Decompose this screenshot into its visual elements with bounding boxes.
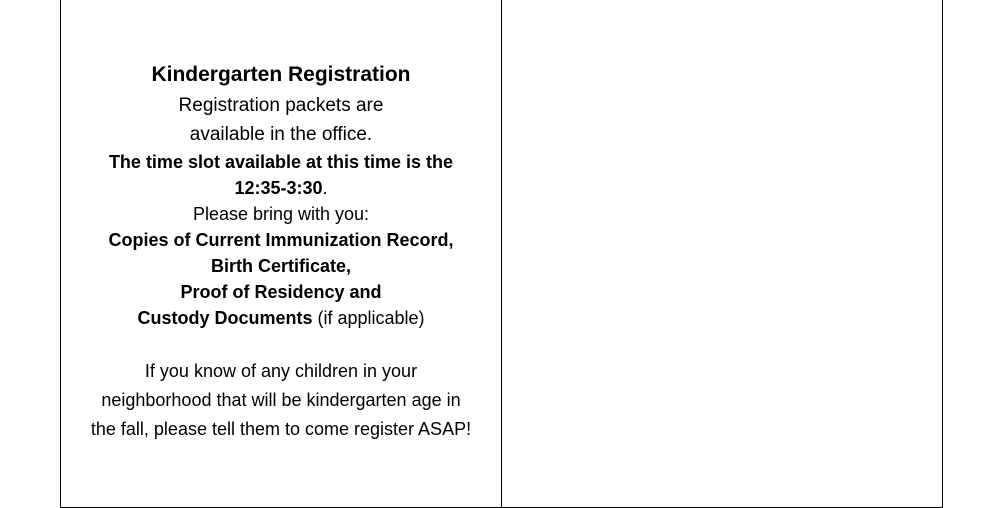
- time-slot-value: 12:35-3:30: [234, 178, 323, 198]
- requirement-item: Birth Certificate,: [210, 256, 352, 276]
- requirement-item-note: (if applicable): [312, 308, 425, 328]
- left-panel: [60, 0, 502, 508]
- closing-line-3: the fall, please tell them to come register ASAP!: [90, 419, 472, 439]
- time-slot-period: .: [322, 178, 328, 198]
- requirement-item-text: Custody Documents: [137, 308, 313, 328]
- right-panel: [501, 0, 943, 508]
- spacer: [61, 331, 501, 357]
- closing-line-1: If you know of any children in your: [144, 361, 418, 381]
- notice-line-2: available in the office.: [189, 124, 373, 145]
- requirement-item: Proof of Residency and: [180, 282, 382, 302]
- time-slot-line-2: [61, 175, 501, 201]
- requirement-item: Copies of Current Immunization Record,: [108, 230, 454, 250]
- time-slot-line-1: The time slot available at this time is the: [108, 152, 454, 172]
- registration-notice: [61, 59, 501, 444]
- bring-intro: Please bring with you:: [192, 204, 370, 224]
- closing-line-2: neighborhood that will be kindergarten age in: [101, 390, 461, 410]
- notice-line-1: Registration packets are: [178, 95, 384, 116]
- notice-title: Kindergarten Registration: [151, 63, 411, 86]
- requirement-item-last: [61, 305, 501, 331]
